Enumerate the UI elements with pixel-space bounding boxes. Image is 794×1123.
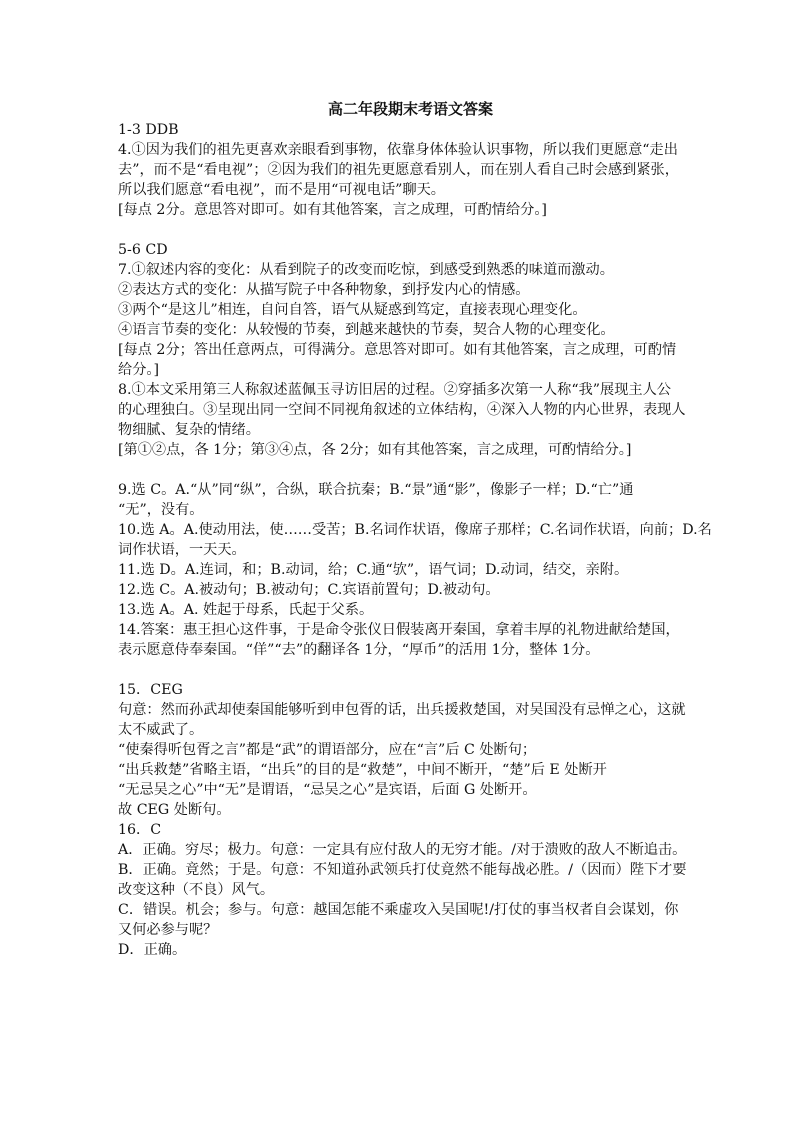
text-line: 改变这种（不良）风气。 — [118, 882, 275, 898]
text-line: “无”，没有。 — [118, 502, 204, 518]
text-line: 所以我们愿意“看电视”，而不是用“可视电话”聊天。 — [118, 182, 445, 198]
text-line: 12.选 C。A.被动句；B.被动句；C.宾语前置句；D.被动句。 — [118, 582, 500, 598]
answer-document — [118, 98, 712, 960]
text-line: ②表达方式的变化：从描写院子中各种物象，到抒发内心的情感。 — [118, 282, 530, 298]
text-line: 句意：然而孙武却使秦国能够听到申包胥的话，出兵援救楚国，对吴国没有忌惮之心，这就 — [118, 702, 686, 718]
text-line: 的心理独白。③呈现出同一空间不同视角叙述的立体结构，④深入人物的内心世界，表现人 — [118, 402, 686, 418]
section-gap — [118, 220, 703, 240]
text-line: 8.①本文采用第三人称叙述蓝佩玉寻访旧居的过程。②穿插多次第一人称“我”展现主人公 — [118, 382, 671, 398]
text-line: ④语言节奏的变化：从较慢的节奏，到越来越快的节奏，契合人物的心理变化。 — [118, 322, 615, 338]
text-line: 13.选 A。A. 姓起于母系，氏起于父系。 — [118, 602, 374, 618]
text-line: [每点 2分。意思答对即可。如有其他答案，言之成理，可酌情给分。] — [118, 202, 547, 218]
section-9-14 — [118, 480, 712, 660]
text-line: “使秦得听包胥之言”都是“武”的谓语部分，应在“言”后 C 处断句； — [118, 742, 537, 758]
text-line: C．错误。机会；参与。句意：越国怎能不乘虚攻入吴国呢!/打仗的事当权者自会谋划，你 — [118, 902, 679, 918]
text-line: A．正确。穷尽；极力。句意：一定具有应付敌人的无穷才能。/对于溃败的敌人不断追击。 — [118, 842, 687, 858]
text-line: 16．C — [118, 822, 162, 838]
section-gap — [118, 460, 703, 480]
text-line: 给分。] — [118, 362, 159, 378]
text-line: 表示愿意侍奉秦国。“佯”“去”的翻译各 1分，“厚币”的活用 1分，整体 1分。 — [118, 642, 600, 658]
text-line: 9.选 C。A.“从”同“纵”，合纵，联合抗秦；B.“景”通“影”，像影子一样；D.“亡”通 — [118, 482, 634, 498]
text-line: 11.选 D。A.连词，和；B.动词，给；C.通“欤”，语气词；D.动词，结交，亲附。 — [118, 562, 629, 578]
text-line: 故 CEG 处断句。 — [118, 802, 231, 818]
page-title: 高二年段期末考语文答案 — [327, 100, 493, 118]
text-line: [每点 2分；答出任意两点，可得满分。意思答对即可。如有其他答案，言之成理，可酌情 — [118, 342, 677, 358]
text-line: 1-3 DDB — [118, 122, 179, 138]
text-line: B．正确。竟然；于是。句意：不知道孙武领兵打仗竟然不能每战必胜。/（因而）陛下才要 — [118, 862, 687, 878]
text-line: 14.答案：惠王担心这件事，于是命令张仪日假装离开秦国，拿着丰厚的礼物进献给楚国， — [118, 622, 680, 638]
text-line: “出兵救楚”省略主语，“出兵”的目的是“救楚”，中间不断开，“楚”后 E 处断开 — [118, 762, 607, 778]
text-line: 10.选 A。A.使动用法，使……受苦；B.名词作状语，像席子那样；C.名词作状语，向前；D.名 — [118, 522, 712, 538]
section-1-5 — [118, 120, 703, 220]
section-15-16 — [118, 680, 703, 960]
text-line: 去”，而不是“看电视”；②因为我们的祖先更愿意看别人，而在别人看自己时会感到紧张， — [118, 162, 679, 178]
text-line: 词作状语，一天天。 — [118, 542, 246, 558]
text-line: 物细腻、复杂的情绪。 — [118, 422, 260, 438]
text-line: 5-6 CD — [118, 242, 168, 258]
text-line: 又何必参与呢？ — [118, 922, 218, 938]
text-line: 7.①叙述内容的变化：从看到院子的改变而吃惊，到感受到熟悉的味道而激动。 — [118, 262, 614, 278]
text-line: 15．CEG — [118, 682, 183, 698]
section-5-8 — [118, 240, 703, 460]
text-line: 4.①因为我们的祖先更喜欢亲眼看到事物，依靠身体体验认识事物，所以我们更愿意“走出 — [118, 142, 678, 158]
text-line: 太不威武了。 — [118, 722, 204, 738]
text-line: [第①②点，各 1分；第③④点，各 2分；如有其他答案，言之成理，可酌情给分。] — [118, 442, 632, 458]
text-line: D．正确。 — [118, 942, 187, 958]
text-line: “无忌吴之心”中“无”是谓语，“忌吴之心”是宾语，后面 G 处断开。 — [118, 782, 537, 798]
text-line: ③两个“是这儿”相连，自问自答，语气从疑惑到笃定，直接表现心理变化。 — [118, 302, 587, 318]
section-gap — [118, 660, 703, 680]
